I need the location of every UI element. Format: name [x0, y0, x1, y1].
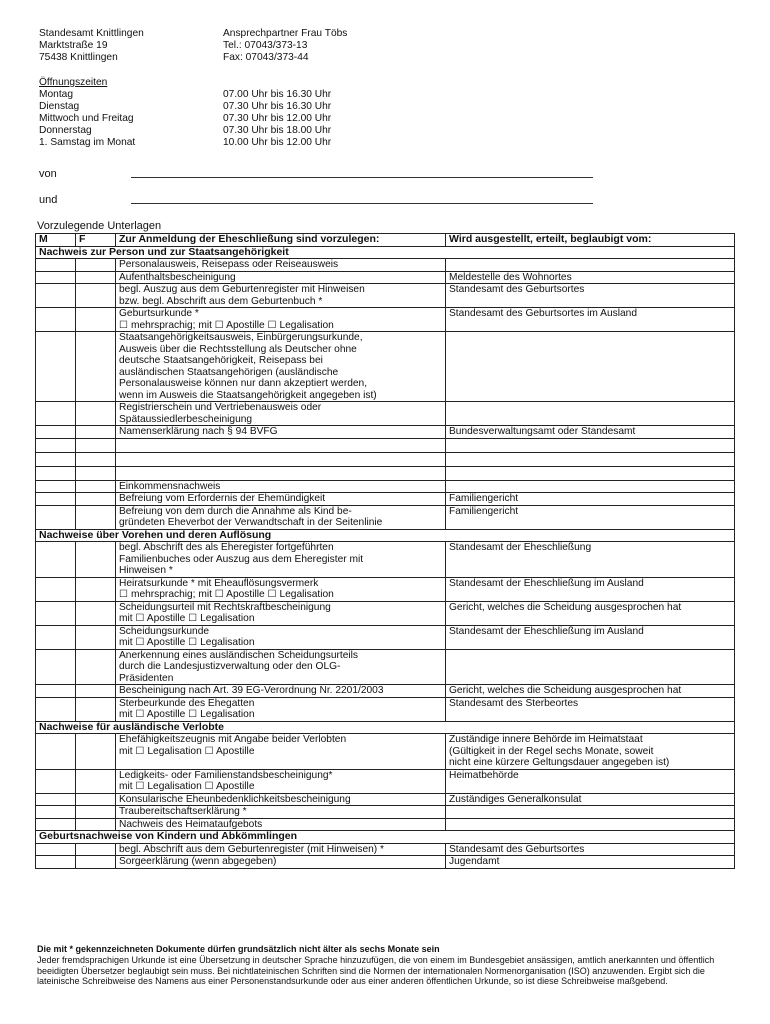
issuer-cell: Standesamt des Geburtsortes im Ausland — [446, 308, 735, 332]
hours-time: 07.30 Uhr bis 12.00 Uhr — [223, 113, 332, 124]
table-row — [36, 697, 735, 721]
document-cell: Bescheinigung nach Art. 39 EG-Verordnung Nr. 2201/2003 — [116, 685, 446, 698]
checkbox-cell-m[interactable] — [36, 601, 76, 625]
checkbox-cell-m[interactable] — [36, 577, 76, 601]
checkbox-cell-f[interactable] — [76, 806, 116, 819]
contact-phone: Tel.: 07043/373-13 — [223, 40, 308, 51]
checkbox-cell-m[interactable] — [36, 308, 76, 332]
office-address — [39, 28, 223, 64]
section-title-cell: Nachweis zur Person und zur Staatsangehörigkeit — [36, 246, 735, 259]
document-cell: begl. Abschrift des als Eheregister fortgeführten Familienbuches oder Auszug aus dem Eheregister mit Hinweisen * — [116, 542, 446, 578]
und-input-line[interactable] — [131, 194, 593, 204]
checkbox-cell-f[interactable] — [76, 685, 116, 698]
table-row — [36, 806, 735, 819]
section-title-cell: Nachweise über Vorehen und deren Auflösung — [36, 529, 735, 542]
hours-day: 1. Samstag im Monat — [39, 137, 136, 148]
table-row — [36, 402, 735, 426]
issuer-cell: Gericht, welches die Scheidung ausgesprochen hat — [446, 601, 735, 625]
issuer-cell: Gericht, welches die Scheidung ausgesprochen hat — [446, 685, 735, 698]
table-row — [36, 284, 735, 308]
hours-row — [39, 113, 739, 125]
issuer-cell: Standesamt der Eheschließung — [446, 542, 735, 578]
document-cell: Ehefähigkeitszeugnis mit Angabe beider Verlobten mit ☐ Legalisation ☐ Apostille — [116, 734, 446, 770]
opening-hours — [39, 89, 739, 149]
checkbox-cell-m[interactable] — [36, 769, 76, 793]
name-line-und — [39, 194, 739, 206]
section-title-cell: Geburtsnachweise von Kindern und Abkömmlingen — [36, 831, 735, 844]
table-row — [36, 426, 735, 439]
table-row — [36, 452, 735, 466]
hours-time: 10.00 Uhr bis 12.00 Uhr — [223, 137, 332, 148]
contact-info — [223, 28, 347, 64]
checkbox-cell-m[interactable] — [36, 505, 76, 529]
issuer-cell — [446, 818, 735, 831]
issuer-cell: Familiengericht — [446, 493, 735, 506]
issuer-cell — [446, 438, 735, 452]
checkbox-cell-m[interactable] — [36, 685, 76, 698]
checkbox-cell-f[interactable] — [76, 625, 116, 649]
checkbox-cell-f[interactable] — [76, 577, 116, 601]
checkbox-cell-m[interactable] — [36, 856, 76, 869]
table-row — [36, 649, 735, 685]
table-row — [36, 601, 735, 625]
document-cell: Einkommensnachweis — [116, 480, 446, 493]
contact-person: Ansprechpartner Frau Töbs — [223, 28, 348, 39]
checkbox-cell-f[interactable] — [76, 284, 116, 308]
checkbox-cell-m[interactable] — [36, 402, 76, 426]
header-issuer: Wird ausgestellt, erteilt, beglaubigt vom: — [446, 234, 735, 247]
issuer-cell: Standesamt des Geburtsortes — [446, 284, 735, 308]
hours-time: 07.00 Uhr bis 16.30 Uhr — [223, 89, 332, 100]
checkbox-cell-m[interactable] — [36, 284, 76, 308]
checkbox-cell-m[interactable] — [36, 649, 76, 685]
document-cell: Traubereitschaftserklärung * — [116, 806, 446, 819]
checkbox-cell-f[interactable] — [76, 271, 116, 284]
document-cell: Ledigkeits- oder Familienstandsbescheinigung* mit ☐ Legalisation ☐ Apostille — [116, 769, 446, 793]
table-row — [36, 542, 735, 578]
hours-day: Dienstag — [39, 101, 80, 112]
table-row — [36, 734, 735, 770]
document-cell: begl. Abschrift aus dem Geburtenregister (mit Hinweisen) * — [116, 843, 446, 856]
checkbox-cell-m[interactable] — [36, 697, 76, 721]
checkbox-cell-m[interactable] — [36, 843, 76, 856]
issuer-cell: Standesamt des Geburtsortes — [446, 843, 735, 856]
section-row — [36, 721, 735, 734]
header-m: M — [36, 234, 76, 247]
document-cell: Namenserklärung nach § 94 BVFG — [116, 426, 446, 439]
hours-day: Donnerstag — [39, 125, 92, 136]
table-row — [36, 466, 735, 480]
checkbox-cell-f[interactable] — [76, 480, 116, 493]
checkbox-cell-f[interactable] — [76, 793, 116, 806]
table-row — [36, 438, 735, 452]
office-street: Marktstraße 19 — [39, 40, 108, 51]
issuer-cell: Familiengericht — [446, 505, 735, 529]
issuer-cell — [446, 332, 735, 402]
von-input-line[interactable] — [131, 168, 593, 178]
document-cell: Staatsangehörigkeitsausweis, Einbürgerungsurkunde, Ausweis über die Rechtsstellung als Deutscher ohne deutsche Staatsangehörigkeit, Reisepass bei ausländischen Staatsangehörigen (ausländische Personalausweise können nur dann akzeptiert werden, wenn im Ausweis die Staatsangehörigkeit angegeben ist) — [116, 332, 446, 402]
checkbox-cell-m[interactable] — [36, 625, 76, 649]
checkbox-cell-m[interactable] — [36, 271, 76, 284]
issuer-cell: Zuständiges Generalkonsulat — [446, 793, 735, 806]
table-header — [36, 234, 735, 247]
hours-row — [39, 125, 739, 137]
hours-row — [39, 89, 739, 101]
checkbox-cell-f[interactable] — [76, 818, 116, 831]
hours-row — [39, 101, 739, 113]
footnote — [37, 944, 737, 987]
issuer-cell — [446, 480, 735, 493]
issuer-cell — [446, 452, 735, 466]
contact-fax: Fax: 07043/373-44 — [223, 52, 309, 63]
checkbox-cell-f[interactable] — [76, 426, 116, 439]
table-row — [36, 818, 735, 831]
checkbox-cell-f[interactable] — [76, 542, 116, 578]
und-label: und — [39, 194, 58, 206]
header-documents: Zur Anmeldung der Eheschließung sind vorzulegen: — [116, 234, 446, 247]
checkbox-cell-f[interactable] — [76, 259, 116, 272]
issuer-cell: Heimatbehörde — [446, 769, 735, 793]
hours-time: 07.30 Uhr bis 16.30 Uhr — [223, 101, 332, 112]
issuer-cell: Bundesverwaltungsamt oder Standesamt — [446, 426, 735, 439]
document-cell: Registrierschein und Vertriebenausweis oder Spätaussiedlerbescheinigung — [116, 402, 446, 426]
section-row — [36, 529, 735, 542]
document-cell: Scheidungsurteil mit Rechtskraftbescheinigung mit ☐ Apostille ☐ Legalisation — [116, 601, 446, 625]
table-row — [36, 308, 735, 332]
checkbox-cell-m[interactable] — [36, 806, 76, 819]
name-line-von — [39, 168, 739, 180]
section-row — [36, 246, 735, 259]
table-row — [36, 259, 735, 272]
hours-title: Öffnungszeiten — [39, 77, 108, 88]
table-row — [36, 271, 735, 284]
document-cell — [116, 466, 446, 480]
checkbox-cell-f[interactable] — [76, 493, 116, 506]
hours-row — [39, 137, 739, 149]
checkbox-cell-f[interactable] — [76, 332, 116, 402]
table-row — [36, 332, 735, 402]
issuer-cell — [446, 466, 735, 480]
document-cell: Nachweis des Heimataufgebots — [116, 818, 446, 831]
document-cell — [116, 452, 446, 466]
hours-day: Montag — [39, 89, 73, 100]
document-cell: Geburtsurkunde * ☐ mehrsprachig; mit ☐ Apostille ☐ Legalisation — [116, 308, 446, 332]
checkbox-cell-m[interactable] — [36, 426, 76, 439]
document-cell: Anerkennung eines ausländischen Scheidungsurteils durch die Landesjustizverwaltung oder den OLG- Präsidenten — [116, 649, 446, 685]
documents-table — [35, 233, 735, 869]
section-title-cell: Nachweise für ausländische Verlobte — [36, 721, 735, 734]
checkbox-cell-m[interactable] — [36, 452, 76, 466]
table-row — [36, 793, 735, 806]
table-row — [36, 577, 735, 601]
footnote-bold: Die mit * gekennzeichneten Dokumente dürfen grundsätzlich nicht älter als sechs Monate sein — [37, 944, 440, 954]
issuer-cell — [446, 402, 735, 426]
checkbox-cell-m[interactable] — [36, 466, 76, 480]
checkbox-cell-m[interactable] — [36, 438, 76, 452]
checkbox-cell-m[interactable] — [36, 332, 76, 402]
table-row — [36, 625, 735, 649]
checkbox-cell-f[interactable] — [76, 697, 116, 721]
issuer-cell: Meldestelle des Wohnortes — [446, 271, 735, 284]
issuer-cell: Standesamt der Eheschließung im Ausland — [446, 625, 735, 649]
document-cell: Scheidungsurkunde mit ☐ Apostille ☐ Legalisation — [116, 625, 446, 649]
checkbox-cell-f[interactable] — [76, 843, 116, 856]
issuer-cell — [446, 806, 735, 819]
document-cell: Befreiung vom Erfordernis der Ehemündigkeit — [116, 493, 446, 506]
document-cell: Aufenthaltsbescheinigung — [116, 271, 446, 284]
office-city: 75438 Knittlingen — [39, 52, 118, 63]
hours-time: 07.30 Uhr bis 18.00 Uhr — [223, 125, 332, 136]
issuer-cell: Zuständige innere Behörde im Heimatstaat (Gültigkeit in der Regel sechs Monate, soweit nicht eine kürzere Geltungsdauer angegeben ist) — [446, 734, 735, 770]
document-cell — [116, 438, 446, 452]
checkbox-cell-m[interactable] — [36, 480, 76, 493]
document-cell: Sterbeurkunde des Ehegatten mit ☐ Apostille ☐ Legalisation — [116, 697, 446, 721]
checkbox-cell-f[interactable] — [76, 402, 116, 426]
table-row — [36, 769, 735, 793]
section-row — [36, 831, 735, 844]
table-row — [36, 843, 735, 856]
document-cell: Heiratsurkunde * mit Eheauflösungsvermerk ☐ mehrsprachig; mit ☐ Apostille ☐ Legalisation — [116, 577, 446, 601]
checkbox-cell-m[interactable] — [36, 734, 76, 770]
checkbox-cell-f[interactable] — [76, 466, 116, 480]
issuer-cell: Jugendamt — [446, 856, 735, 869]
table-row — [36, 493, 735, 506]
document-cell: begl. Auszug aus dem Geburtenregister mit Hinweisen bzw. begl. Abschrift aus dem Geburtenbuch * — [116, 284, 446, 308]
checkbox-cell-f[interactable] — [76, 649, 116, 685]
document-cell: Sorgeerklärung (wenn abgegeben) — [116, 856, 446, 869]
checkbox-cell-m[interactable] — [36, 542, 76, 578]
hours-day: Mittwoch und Freitag — [39, 113, 134, 124]
checkbox-cell-m[interactable] — [36, 259, 76, 272]
issuer-cell: Standesamt der Eheschließung im Ausland — [446, 577, 735, 601]
document-cell: Personalausweis, Reisepass oder Reiseausweis — [116, 259, 446, 272]
table-row — [36, 856, 735, 869]
checkbox-cell-f[interactable] — [76, 505, 116, 529]
table-row — [36, 505, 735, 529]
issuer-cell: Standesamt des Sterbeortes — [446, 697, 735, 721]
issuer-cell — [446, 259, 735, 272]
checkbox-cell-m[interactable] — [36, 793, 76, 806]
table-row — [36, 480, 735, 493]
checkbox-cell-m[interactable] — [36, 818, 76, 831]
section-title: Vorzulegende Unterlagen — [37, 220, 162, 232]
checkbox-cell-f[interactable] — [76, 856, 116, 869]
header-f: F — [76, 234, 116, 247]
footnote-text: Jeder fremdsprachigen Urkunde ist eine Übersetzung in deutscher Sprache hinzuzufügen, die von einem im Bundesgebiet ansässigen, amtlich anerkannten und öffentlich beeidigten Übersetzer beglaubigt sein muss. Bei nichtlateinischen Schriften sind die Normen der internationalen Normenorganisation (ISO) anzuwenden. Ergibt sich die lateinische Schreibweise des Namens aus einer Personenstandsurkunde oder aus einer anderen öffentlichen Urkunde, so ist diese Schreibweise maßgebend. — [37, 954, 715, 987]
document-cell: Konsularische Eheunbedenklichkeitsbescheinigung — [116, 793, 446, 806]
document-cell: Befreiung von dem durch die Annahme als Kind be- gründeten Eheverbot der Verwandtschaft in der Seitenlinie — [116, 505, 446, 529]
table-row — [36, 685, 735, 698]
office-name: Standesamt Knittlingen — [39, 28, 144, 39]
checkbox-cell-f[interactable] — [76, 438, 116, 452]
checkbox-cell-m[interactable] — [36, 493, 76, 506]
checkbox-cell-f[interactable] — [76, 308, 116, 332]
checkbox-cell-f[interactable] — [76, 734, 116, 770]
issuer-cell — [446, 649, 735, 685]
letterhead — [39, 28, 739, 149]
table-body — [36, 246, 735, 868]
checkbox-cell-f[interactable] — [76, 452, 116, 466]
checkbox-cell-f[interactable] — [76, 769, 116, 793]
checkbox-cell-f[interactable] — [76, 601, 116, 625]
von-label: von — [39, 168, 57, 180]
